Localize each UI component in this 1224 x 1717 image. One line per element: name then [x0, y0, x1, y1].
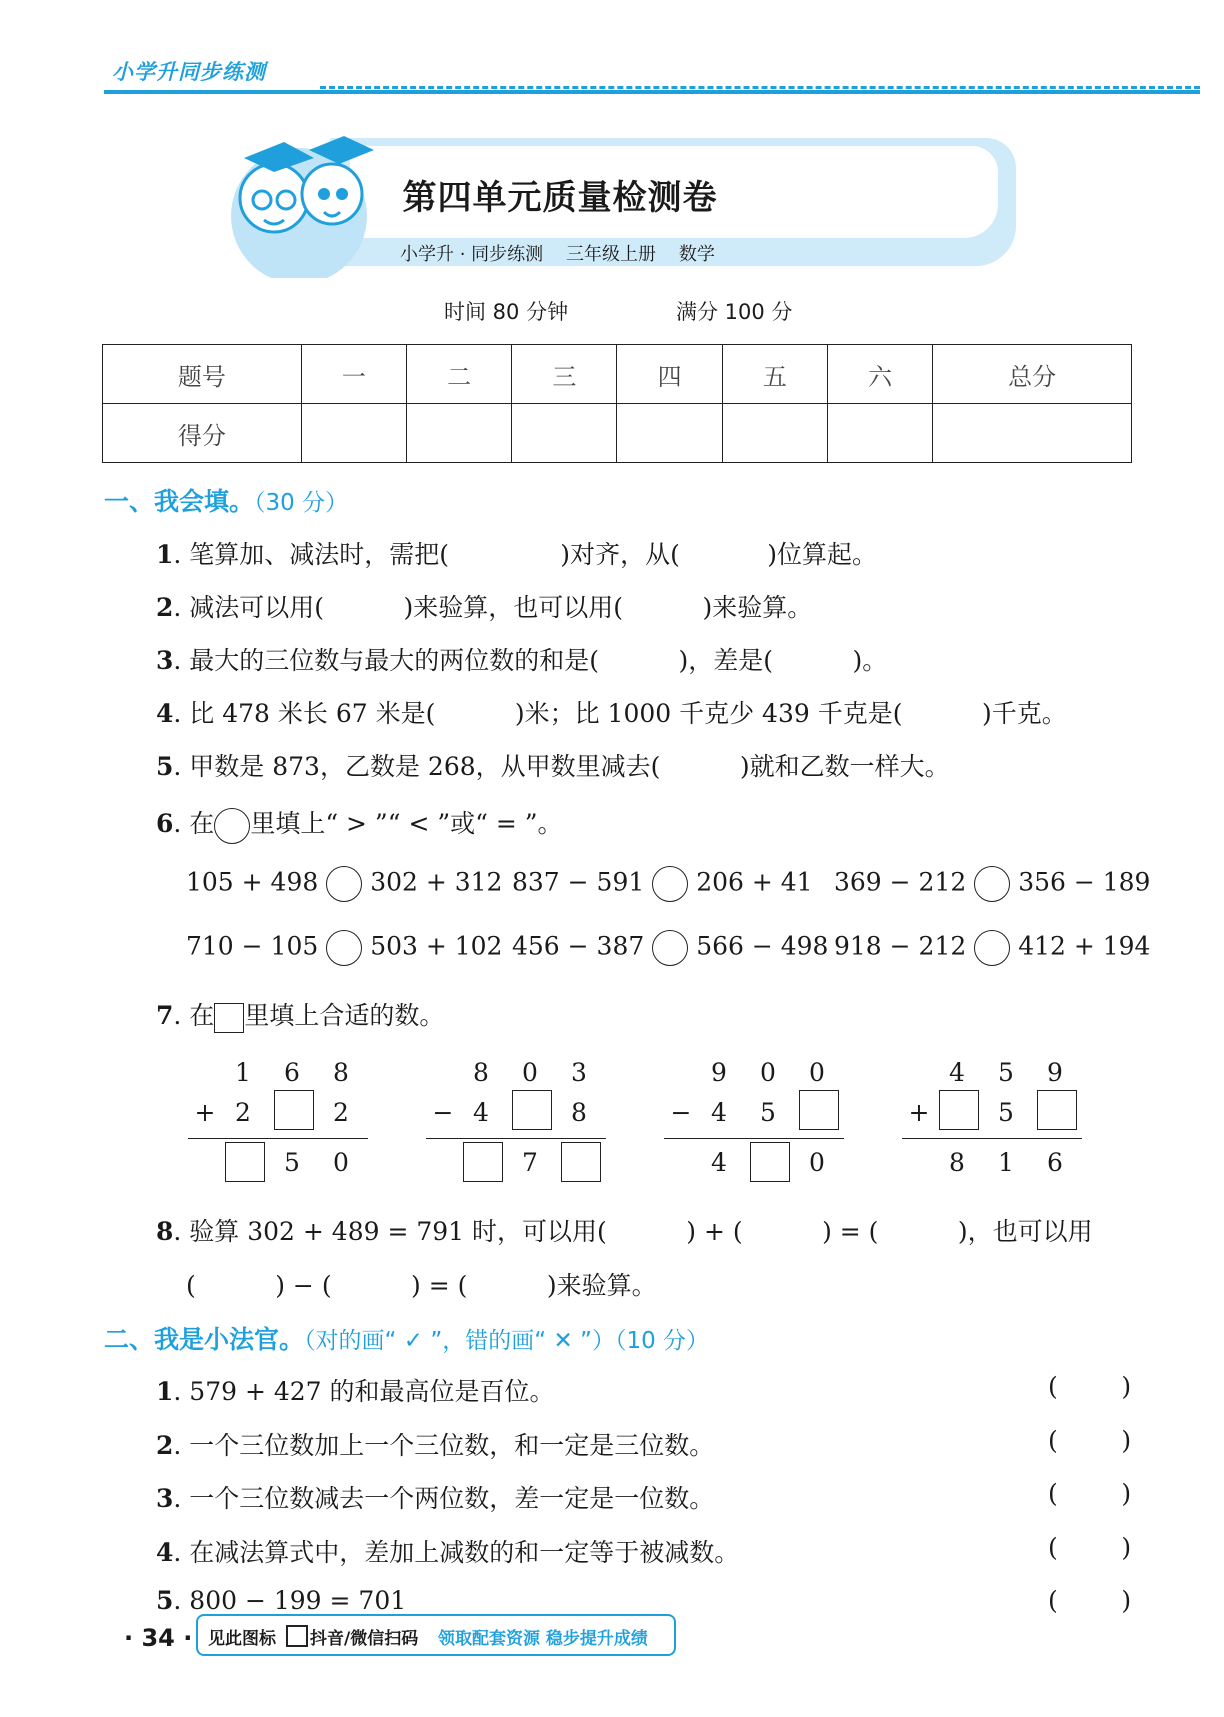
- score-entry-cell[interactable]: [617, 404, 722, 463]
- question-text: . 一个三位数加上一个三位数，和一定是三位数。: [173, 1431, 715, 1460]
- answer-box[interactable]: [750, 1142, 790, 1182]
- table-cell: 四: [617, 345, 722, 404]
- question-number: 3: [156, 646, 174, 675]
- judge-item: [156, 1479, 714, 1515]
- question-1: [156, 535, 877, 571]
- score-entry-cell[interactable]: [933, 404, 1132, 463]
- score-table: [102, 344, 1132, 463]
- question-number: 7: [156, 1001, 174, 1030]
- digit: 6: [284, 1058, 300, 1087]
- compare-right: 206 + 41: [696, 867, 813, 897]
- compare-circle[interactable]: [326, 866, 362, 902]
- question-number: 2: [156, 1431, 174, 1460]
- digit: 5: [760, 1098, 776, 1127]
- compare-circle[interactable]: [974, 930, 1010, 966]
- compare-item: [834, 930, 1150, 966]
- digit: 8: [571, 1098, 587, 1127]
- table-cell: 总分: [933, 345, 1132, 404]
- digit: 8: [333, 1058, 349, 1087]
- judge-answer-paren[interactable]: ( ): [1048, 1533, 1132, 1562]
- sum-line: [188, 1138, 368, 1139]
- digit: 7: [522, 1148, 538, 1177]
- compare-right: 503 + 102: [370, 931, 503, 961]
- question-number: 5: [156, 752, 174, 781]
- section-points: （对的画“ ✓ ”，错的画“ ✕ ”）（10 分）: [304, 1328, 710, 1354]
- digit: 8: [473, 1058, 489, 1087]
- digit: 3: [571, 1058, 587, 1087]
- digit: 0: [333, 1148, 349, 1177]
- compare-left: 369 − 212: [834, 867, 967, 897]
- compare-circle[interactable]: [652, 866, 688, 902]
- digit: 4: [711, 1148, 727, 1177]
- compare-left: 456 − 387: [512, 931, 645, 961]
- digit: 0: [809, 1148, 825, 1177]
- compare-item: [512, 930, 828, 966]
- header-dashed-rule: [320, 86, 1200, 89]
- question-number: 1: [156, 1377, 174, 1406]
- footer-promo: 领取配套资源 稳步提升成绩: [438, 1629, 648, 1649]
- answer-box[interactable]: [561, 1142, 601, 1182]
- score-table-header-row: [103, 345, 1132, 404]
- digit: 0: [522, 1058, 538, 1087]
- question-5: [156, 747, 950, 783]
- sum-line: [426, 1138, 606, 1139]
- page-number: · 34 ·: [124, 1624, 193, 1652]
- answer-box[interactable]: [225, 1142, 265, 1182]
- compare-right: 412 + 194: [1018, 931, 1151, 961]
- question-number: 2: [156, 593, 174, 622]
- digit: 0: [809, 1058, 825, 1087]
- score-table-score-row: [103, 404, 1132, 463]
- operator: +: [908, 1098, 930, 1127]
- section-title: 一、我会填。: [104, 487, 255, 516]
- question-text: 里填上“ > ”“ < ”或“ = ”。: [250, 809, 563, 838]
- answer-box[interactable]: [274, 1090, 314, 1130]
- digit: 1: [998, 1148, 1014, 1177]
- question-text: . 800 − 199 = 701: [173, 1586, 407, 1615]
- compare-item: [512, 866, 813, 902]
- compare-right: 302 + 312: [370, 867, 503, 897]
- compare-left: 837 − 591: [512, 867, 645, 897]
- compare-right: 356 − 189: [1018, 867, 1151, 897]
- judge-item: [156, 1586, 406, 1615]
- footer-banner: [196, 1614, 676, 1656]
- compare-left: 105 + 498: [186, 867, 319, 897]
- score-entry-cell[interactable]: [512, 404, 617, 463]
- digit: 6: [1047, 1148, 1063, 1177]
- digit: 4: [473, 1098, 489, 1127]
- question-text: ( ) − ( ) = ( )来验算。: [186, 1271, 657, 1300]
- section-title: 二、我是小法官。: [104, 1325, 305, 1354]
- time-limit: 时间 80 分钟: [444, 300, 569, 324]
- question-text: . 验算 302 + 489 = 791 时，可以用( ) + ( ) = ( )，也可以用: [173, 1217, 1093, 1246]
- judge-item: [156, 1533, 739, 1569]
- sum-line: [902, 1138, 1082, 1139]
- question-8: [156, 1212, 1093, 1248]
- compare-circle[interactable]: [652, 930, 688, 966]
- compare-right: 566 − 498: [696, 931, 829, 961]
- score-entry-cell[interactable]: [827, 404, 932, 463]
- judge-answer-paren[interactable]: ( ): [1048, 1586, 1132, 1615]
- question-text: . 比 478 米长 67 米是( )米；比 1000 千克少 439 千克是( )千克。: [173, 699, 1067, 728]
- table-cell: 二: [407, 345, 512, 404]
- page-title: 第四单元质量检测卷: [402, 178, 718, 218]
- series-title: 小学升同步练测: [112, 60, 266, 84]
- digit: 5: [284, 1148, 300, 1177]
- answer-box[interactable]: [799, 1090, 839, 1130]
- judge-answer-paren[interactable]: ( ): [1048, 1426, 1132, 1455]
- score-entry-cell[interactable]: [722, 404, 827, 463]
- digit: 9: [711, 1058, 727, 1087]
- compare-item: [186, 930, 502, 966]
- digit: 8: [949, 1148, 965, 1177]
- table-cell: 五: [722, 345, 827, 404]
- question-number: 3: [156, 1484, 174, 1513]
- compare-circle[interactable]: [326, 930, 362, 966]
- question-7: [156, 996, 444, 1033]
- answer-box[interactable]: [463, 1142, 503, 1182]
- digit: 1: [235, 1058, 251, 1087]
- full-score: 满分 100 分: [676, 300, 793, 324]
- digit: 9: [1047, 1058, 1063, 1087]
- question-text: . 减法可以用( )来验算，也可以用( )来验算。: [173, 593, 813, 622]
- qr-scan-icon: [286, 1625, 308, 1647]
- operator: −: [432, 1098, 454, 1127]
- digit: 5: [998, 1058, 1014, 1087]
- judge-item: [156, 1426, 714, 1462]
- question-text: 里填上合适的数。: [244, 1001, 445, 1030]
- digit: 2: [333, 1098, 349, 1127]
- digit: 0: [760, 1058, 776, 1087]
- question-6: [156, 804, 563, 844]
- section-points: （30 分）: [254, 490, 349, 516]
- table-cell: 六: [827, 345, 932, 404]
- question-2: [156, 588, 812, 624]
- question-number: 4: [156, 1538, 174, 1567]
- question-text: . 579 + 427 的和最高位是百位。: [173, 1377, 555, 1406]
- question-number: 8: [156, 1217, 174, 1246]
- table-cell: 得分: [103, 404, 302, 463]
- digit: 5: [998, 1098, 1014, 1127]
- question-text: . 一个三位数减去一个两位数，差一定是一位数。: [173, 1484, 715, 1513]
- sum-line: [664, 1138, 844, 1139]
- judge-item: [156, 1372, 555, 1408]
- question-text: . 甲数是 873，乙数是 268，从甲数里减去( )就和乙数一样大。: [173, 752, 950, 781]
- digit: 2: [235, 1098, 251, 1127]
- question-number: 5: [156, 1586, 174, 1615]
- answer-box[interactable]: [1037, 1090, 1077, 1130]
- judge-answer-paren[interactable]: ( ): [1048, 1479, 1132, 1508]
- compare-left: 918 − 212: [834, 931, 967, 961]
- question-4: [156, 694, 1067, 730]
- question-number: 1: [156, 540, 174, 569]
- judge-answer-paren[interactable]: ( ): [1048, 1372, 1132, 1401]
- question-text: . 最大的三位数与最大的两位数的和是( )，差是( )。: [173, 646, 888, 675]
- operator: +: [194, 1098, 216, 1127]
- operator: −: [670, 1098, 692, 1127]
- compare-circle[interactable]: [974, 866, 1010, 902]
- question-text: . 在: [173, 1001, 215, 1030]
- answer-box[interactable]: [512, 1090, 552, 1130]
- score-entry-cell[interactable]: [407, 404, 512, 463]
- table-cell: 题号: [103, 345, 302, 404]
- section-1-heading: [104, 482, 348, 518]
- table-cell: 一: [301, 345, 406, 404]
- question-8-line-2: [186, 1266, 657, 1302]
- banner-subtitle: 小学升 · 同步练测 三年级上册 数学: [400, 244, 715, 265]
- digit: 4: [949, 1058, 965, 1087]
- score-entry-cell[interactable]: [301, 404, 406, 463]
- answer-box[interactable]: [939, 1090, 979, 1130]
- table-cell: 三: [512, 345, 617, 404]
- digit: 4: [711, 1098, 727, 1127]
- section-2-heading: [104, 1320, 709, 1356]
- square-placeholder-icon: [214, 1003, 244, 1033]
- compare-item: [834, 866, 1150, 902]
- footer-note: 见此图标: [208, 1629, 276, 1649]
- circle-placeholder-icon: [214, 808, 250, 844]
- question-3: [156, 641, 887, 677]
- question-text: . 笔算加、减法时，需把( )对齐，从( )位算起。: [173, 540, 877, 569]
- header-rule: [104, 90, 1200, 94]
- question-number: 6: [156, 809, 174, 838]
- question-text: . 在: [173, 809, 215, 838]
- compare-left: 710 − 105: [186, 931, 319, 961]
- question-text: . 在减法算式中，差加上减数的和一定等于被减数。: [173, 1538, 740, 1567]
- question-number: 4: [156, 699, 174, 728]
- compare-item: [186, 866, 502, 902]
- footer-note: 抖音/微信扫码: [310, 1629, 419, 1649]
